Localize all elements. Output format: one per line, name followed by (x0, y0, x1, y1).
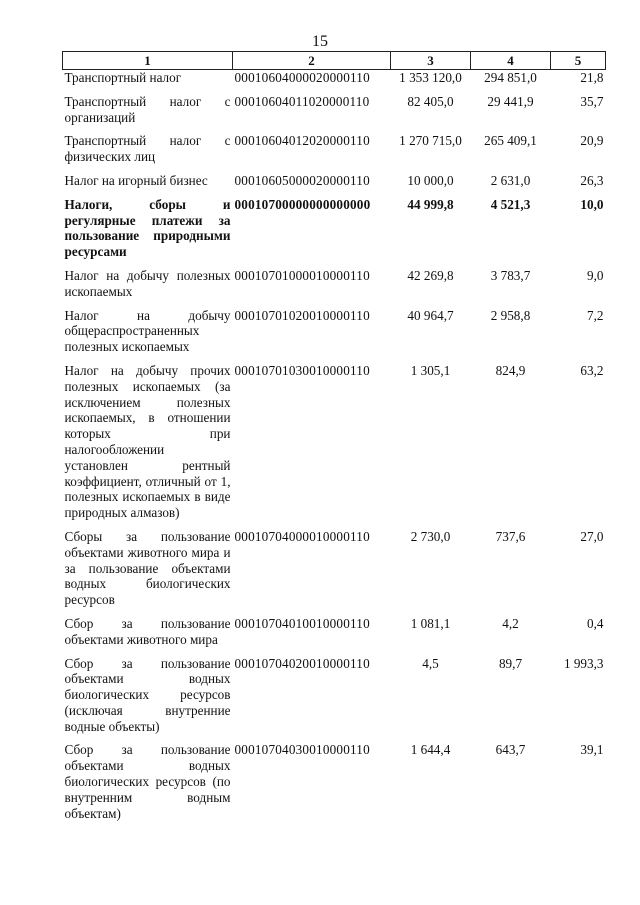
row-code: 00010701030010000110 (234, 362, 370, 378)
column-header-5: 5 (551, 52, 606, 70)
row-value-col4: 4 521,3 (490, 196, 531, 212)
row-code: 00010704010010000110 (234, 615, 370, 631)
column-header-1: 1 (63, 52, 233, 70)
table-row (63, 173, 606, 197)
row-value-col3: 40 964,7 (407, 307, 454, 323)
row-value-col5: 7,2 (587, 307, 604, 323)
row-name: Транспортный налог (64, 70, 182, 85)
row-name: Налог на добычу прочих полезных ископаемых (за исключением полезных ископаемых, в отношении которых при налогообложении установлен рентный коэффициент, отличный от 1, полезных ископаемых в виде природных алмазов) (64, 362, 231, 521)
row-value-col5: 27,0 (580, 528, 604, 544)
table-row (63, 133, 606, 173)
row-name: Транспортный налог с физических лиц (64, 133, 231, 165)
row-code: 00010704020010000110 (234, 655, 370, 671)
table-header-row (63, 52, 606, 70)
row-code: 00010701020010000110 (234, 307, 370, 323)
table-body (63, 70, 606, 830)
row-value-col5: 10,0 (580, 196, 604, 212)
row-name: Налоги, сборы и регулярные платежи за пользование природными ресурсами (64, 196, 231, 260)
row-value-col4: 29 441,9 (487, 93, 534, 109)
column-header-4: 4 (471, 52, 551, 70)
row-name: Налог на добычу полезных ископаемых (64, 267, 231, 299)
table-row (63, 94, 606, 134)
row-name: Налог на добычу общераспространенных полезных ископаемых (64, 307, 231, 355)
row-code: 00010605000020000110 (234, 172, 370, 188)
table-row (63, 197, 606, 268)
table-row (63, 363, 606, 529)
row-code: 00010704000010000110 (234, 528, 370, 544)
row-value-col5: 26,3 (580, 172, 604, 188)
table-row (63, 656, 606, 743)
row-value-col3: 1 644,4 (410, 742, 451, 758)
row-value-col3: 4,5 (422, 655, 439, 671)
row-value-col3: 10 000,0 (407, 172, 454, 188)
row-value-col5: 21,8 (580, 70, 604, 85)
row-value-col3: 2 730,0 (410, 528, 451, 544)
row-value-col4: 294 851,0 (484, 70, 537, 85)
row-code: 00010604000020000110 (234, 70, 370, 85)
row-value-col5: 20,9 (580, 133, 604, 149)
row-value-col3: 42 269,8 (407, 267, 454, 283)
row-code: 00010604011020000110 (234, 93, 370, 109)
column-header-2: 2 (233, 52, 391, 70)
table-row (63, 70, 606, 94)
row-value-col5: 0,4 (587, 615, 604, 631)
budget-table (62, 51, 606, 829)
page-number: 15 (312, 33, 328, 50)
row-value-col3: 1 305,1 (410, 362, 451, 378)
row-value-col5: 63,2 (580, 362, 604, 378)
row-value-col4: 824,9 (495, 362, 526, 378)
row-value-col3: 44 999,8 (407, 196, 454, 212)
row-value-col5: 1 993,3 (563, 655, 604, 671)
table-row (63, 529, 606, 616)
row-code: 00010704030010000110 (234, 742, 370, 758)
table-row (63, 616, 606, 656)
row-code: 00010604012020000110 (234, 133, 370, 149)
row-value-col3: 1 353 120,0 (399, 70, 462, 85)
table-row (63, 742, 606, 829)
row-value-col4: 3 783,7 (490, 267, 531, 283)
row-value-col5: 9,0 (587, 267, 604, 283)
table-row (63, 308, 606, 363)
row-name: Сбор за пользование объектами водных биологических ресурсов (исключая внутренние водные объекты) (64, 655, 231, 734)
row-value-col4: 643,7 (495, 742, 526, 758)
row-value-col3: 1 270 715,0 (399, 133, 462, 149)
row-value-col5: 39,1 (580, 742, 604, 758)
row-name: Налог на игорный бизнес (64, 172, 208, 188)
row-name: Сбор за пользование объектами животного мира (64, 615, 231, 647)
row-code: 00010701000010000110 (234, 267, 370, 283)
row-code: 00010700000000000000 (234, 196, 371, 212)
column-header-3: 3 (391, 52, 471, 70)
row-value-col3: 1 081,1 (410, 615, 451, 631)
row-value-col4: 4,2 (502, 615, 519, 631)
row-name: Сбор за пользование объектами водных биологических ресурсов (по внутренним водным объектам) (64, 742, 231, 821)
row-value-col4: 89,7 (498, 655, 523, 671)
row-value-col4: 2 958,8 (490, 307, 531, 323)
row-value-col4: 265 409,1 (484, 133, 537, 149)
row-value-col3: 82 405,0 (407, 93, 454, 109)
row-name: Транспортный налог с организаций (64, 93, 231, 125)
table-row (63, 268, 606, 308)
row-value-col5: 35,7 (580, 93, 604, 109)
row-name: Сборы за пользование объектами животного мира и за пользование объектами водных биологических ресурсов (64, 528, 231, 608)
row-value-col4: 737,6 (495, 528, 526, 544)
row-value-col4: 2 631,0 (490, 172, 531, 188)
